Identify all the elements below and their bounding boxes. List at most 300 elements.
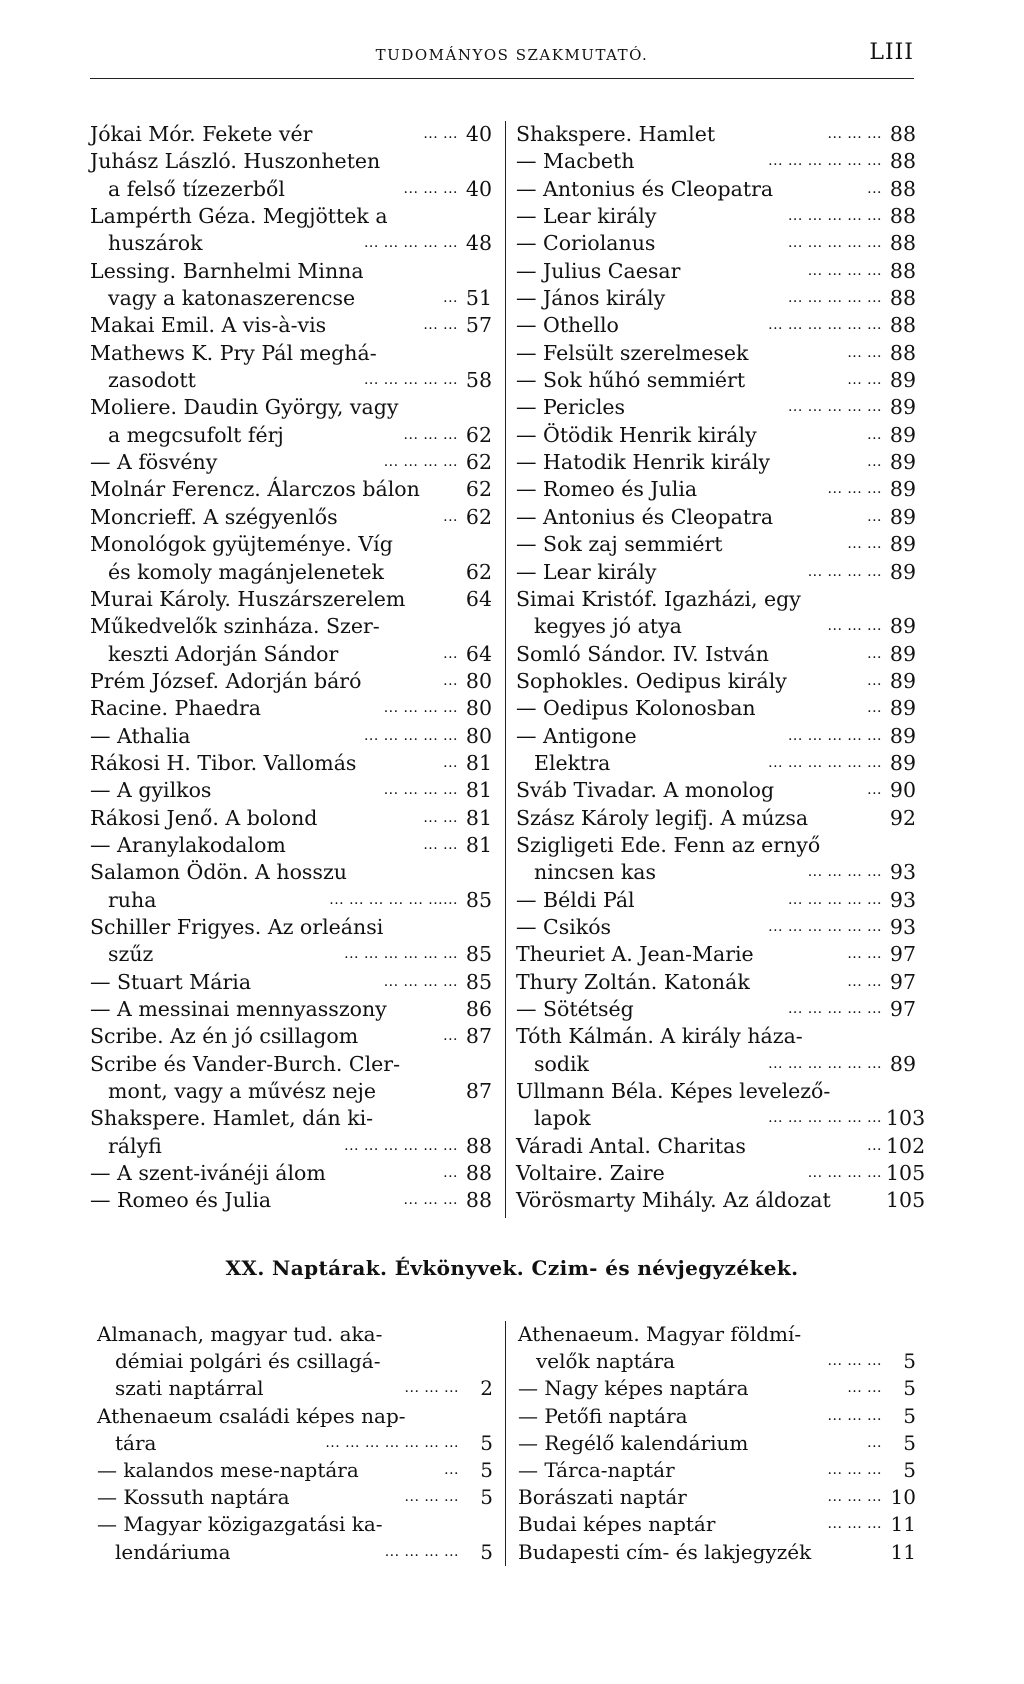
entry-text: huszárok [108, 231, 203, 256]
entry-page-number: 97 [889, 969, 916, 994]
index-entry [516, 941, 916, 968]
page-header [0, 38, 1024, 78]
entry-leader-dots: ... ... ... [827, 1489, 882, 1506]
entry-leader-dots: ... [443, 754, 458, 771]
entry-text: Schiller Frigyes. Az orleánsi [90, 914, 384, 939]
entry-text: — Othello [516, 313, 619, 338]
index-entry [90, 832, 492, 859]
index-entry [90, 586, 492, 613]
index-entry [90, 340, 492, 367]
entry-page-number: 89 [889, 750, 916, 775]
entry-page-number: 103 [886, 1106, 926, 1131]
entry-leader-dots: ... ... ... ... ... ... [768, 153, 882, 170]
entry-text: Lessing. Barnhelmi Minna [90, 258, 364, 283]
entry-leader-dots: ... ... ... ... [807, 864, 882, 881]
index-entry [516, 750, 916, 777]
entry-leader-dots: ... ... ... ... ... ... ... [325, 1434, 459, 1451]
index-entry [516, 1023, 916, 1050]
entry-leader-dots: ... ... ... ... ... ... [768, 317, 882, 334]
entry-text: Váradi Antal. Charitas [516, 1133, 746, 1158]
entry-text: Rákosi Jenő. A bolond [90, 805, 318, 830]
entry-page-number: 48 [465, 231, 492, 256]
entry-text: — Oedipus Kolonosban [516, 696, 756, 721]
entry-text: — Athalia [90, 723, 191, 748]
entry-text: Murai Károly. Huszárszerelem [90, 586, 406, 611]
upper-right-column [516, 121, 926, 1215]
index-entry [516, 777, 916, 804]
entry-text: a megcsufolt férj [108, 422, 284, 447]
entry-text: Salamon Ödön. A hosszu [90, 860, 347, 885]
index-entry [90, 504, 492, 531]
index-entry [97, 1348, 493, 1375]
entry-leader-dots: ... ... [847, 344, 882, 361]
page-number: LIII [869, 40, 914, 65]
entry-page-number: 93 [889, 914, 916, 939]
section-title: XX. Naptárak. Évkönyvek. Czim- és névjegyzékek. [225, 1256, 799, 1280]
index-entry [90, 750, 492, 777]
entry-leader-dots: ... ... ... ... ... ... [768, 1055, 882, 1072]
entry-text: — Csikós [516, 914, 612, 939]
entry-page-number: 40 [465, 176, 492, 201]
index-entry [90, 695, 492, 722]
entry-text: Moliere. Daudin György, vagy [90, 395, 399, 420]
entry-leader-dots: ... ... ... ... [383, 454, 458, 471]
index-entry [90, 887, 492, 914]
entry-page-number: 93 [889, 887, 916, 912]
index-entry [90, 312, 492, 339]
entry-text: — Julius Caesar [516, 258, 681, 283]
entry-text: Vörösmarty Mihály. Az áldozat [516, 1188, 831, 1213]
entry-page-number: 88 [889, 149, 916, 174]
index-entry [90, 969, 492, 996]
entry-text: — Antigone [516, 723, 637, 748]
entry-leader-dots: ... ... ... ... ... [787, 290, 882, 307]
entry-page-number: 64 [465, 641, 492, 666]
index-entry [516, 613, 916, 640]
entry-leader-dots: ... [443, 1165, 458, 1182]
entry-page-number: 85 [465, 887, 492, 912]
entry-text: — A szent-ivánéji álom [90, 1161, 326, 1186]
index-entry [516, 887, 916, 914]
index-entry [90, 121, 492, 148]
entry-text: — Lear király [516, 204, 657, 229]
index-entry [90, 367, 492, 394]
entry-text: keszti Adorján Sándor [108, 641, 339, 666]
entry-page-number: 5 [903, 1403, 916, 1428]
index-entry [97, 1403, 493, 1430]
index-entry [516, 1187, 926, 1214]
entry-leader-dots: ... [867, 782, 882, 799]
index-entry [90, 641, 492, 668]
entry-text: — János király [516, 286, 666, 311]
index-entry [90, 422, 492, 449]
entry-leader-dots: ... ... ... ... ... [787, 1001, 882, 1017]
entry-leader-dots: ... [867, 700, 882, 717]
entry-text: — Sok hűhó semmiért [516, 368, 746, 393]
entry-text: ruha [108, 887, 157, 912]
entry-page-number: 88 [465, 1161, 492, 1186]
entry-text: és komoly magánjelenetek [108, 559, 384, 584]
entry-text: — Romeo és Julia [90, 1188, 272, 1213]
index-entry [90, 230, 492, 257]
index-entry [97, 1430, 493, 1457]
entry-leader-dots: ... ... ... [827, 1461, 882, 1478]
entry-page-number: 89 [889, 723, 916, 748]
index-entry [516, 312, 916, 339]
entry-text: Jókai Mór. Fekete vér [90, 122, 313, 146]
entry-page-number: 88 [889, 340, 916, 365]
index-entry [516, 1160, 926, 1187]
entry-page-number: 51 [465, 286, 492, 311]
entry-page-number: 89 [889, 668, 916, 693]
entry-page-number: 89 [889, 614, 916, 639]
entry-page-number: 89 [889, 395, 916, 420]
entry-text: Sváb Tivadar. A monolog [516, 778, 775, 803]
index-entry [516, 394, 916, 421]
entry-text: — Sok zaj semmiért [516, 532, 723, 557]
index-entry [518, 1430, 916, 1457]
index-entry [90, 559, 492, 586]
entry-page-number: 85 [465, 969, 492, 994]
entry-text: sodik [534, 1051, 589, 1076]
entry-leader-dots: ... [443, 290, 458, 307]
entry-text: Monológok gyüjteménye. Víg [90, 532, 393, 557]
entry-page-number: 5 [480, 1485, 493, 1510]
entry-page-number: 89 [889, 532, 916, 557]
index-entry [97, 1457, 493, 1484]
entry-page-number: 64 [465, 586, 492, 611]
entry-page-number: 89 [889, 504, 916, 529]
entry-leader-dots: ... [867, 672, 882, 689]
index-entry [516, 449, 916, 476]
entry-text: Athenaeum családi képes nap- [97, 1403, 406, 1428]
entry-leader-dots: ... ... ... ... [383, 782, 458, 799]
entry-leader-dots: ... ... ... ... ... ... [344, 1137, 458, 1154]
index-entry [90, 723, 492, 750]
entry-text: Budai képes naptár [518, 1512, 716, 1537]
entry-text: a felső tízezerből [108, 176, 285, 201]
index-entry [90, 941, 492, 968]
entry-leader-dots: ... ... ... ... ... [363, 235, 458, 252]
entry-leader-dots: ... [443, 645, 458, 662]
entry-text: Juhász László. Huszonheten [90, 149, 381, 174]
entry-leader-dots: ... [443, 672, 458, 689]
index-entry [516, 832, 916, 859]
entry-page-number: 88 [889, 204, 916, 229]
entry-text: Shakspere. Hamlet [516, 122, 716, 146]
index-entry [90, 1023, 492, 1050]
entry-page-number: 80 [465, 668, 492, 693]
entry-leader-dots: ... ... ... ... ... ... [768, 1110, 882, 1127]
index-entry [90, 668, 492, 695]
entry-leader-dots: ... ... ... ... ... [787, 399, 882, 416]
entry-text: velők naptára [536, 1349, 676, 1374]
entry-page-number: 88 [889, 122, 916, 146]
entry-text: Budapesti cím- és lakjegyzék [518, 1539, 812, 1564]
entry-text: rályfi [108, 1133, 162, 1158]
entry-text: mont, vagy a művész neje [108, 1079, 377, 1104]
entry-page-number: 92 [889, 805, 916, 830]
entry-page-number: 11 [890, 1512, 916, 1537]
entry-leader-dots: ... [867, 508, 882, 525]
entry-text: Makai Emil. A vis-à-vis [90, 313, 327, 338]
entry-text: Moncrieff. A szégyenlős [90, 504, 338, 529]
entry-text: Szigligeti Ede. Fenn az ernyő [516, 832, 821, 857]
entry-leader-dots: ... [867, 454, 882, 471]
index-entry [90, 1133, 492, 1160]
entry-text: szati naptárral [115, 1376, 264, 1401]
entry-text: tára [115, 1430, 157, 1455]
entry-leader-dots: ... ... ... ... ... [787, 208, 882, 225]
entry-leader-dots: ... ... [423, 836, 458, 853]
entry-page-number: 40 [465, 122, 492, 146]
entry-leader-dots: ... ... [423, 317, 458, 334]
entry-page-number: 89 [889, 422, 916, 447]
entry-text: — Coriolanus [516, 231, 656, 256]
index-entry [516, 723, 916, 750]
entry-text: — Aranylakodalom [90, 832, 286, 857]
entry-text: — Stuart Mária [90, 969, 252, 994]
entry-text: — Sötétség [516, 997, 634, 1021]
entry-page-number: 5 [903, 1349, 916, 1374]
entry-page-number: 5 [480, 1539, 493, 1564]
entry-page-number: 97 [889, 997, 916, 1021]
index-entry [97, 1321, 493, 1348]
entry-leader-dots: ... ... ... ... ... [363, 727, 458, 744]
entry-text: Ullmann Béla. Képes levelező- [516, 1079, 831, 1104]
entry-text: Borászati naptár [518, 1485, 687, 1510]
index-entry [516, 504, 916, 531]
entry-page-number: 88 [889, 176, 916, 201]
index-entry [516, 1105, 926, 1132]
entry-page-number: 80 [465, 696, 492, 721]
entry-text: Tóth Kálmán. A király háza- [516, 1024, 803, 1049]
entry-text: Athenaeum. Magyar földmí- [518, 1322, 802, 1346]
entry-page-number: 80 [465, 723, 492, 748]
entry-page-number: 89 [889, 1051, 916, 1076]
entry-text: — A gyilkos [90, 778, 212, 803]
entry-text: Voltaire. Zaire [516, 1161, 665, 1186]
entry-page-number: 86 [465, 997, 492, 1021]
entry-page-number: 88 [889, 286, 916, 311]
entry-page-number: 81 [465, 832, 492, 857]
entry-leader-dots: ... ... ... ... ... ... [768, 754, 882, 771]
entry-page-number: 102 [886, 1133, 926, 1158]
entry-text: — Felsült szerelmesek [516, 340, 749, 365]
entry-leader-dots: ... ... ... ... ... [787, 891, 882, 908]
index-entry [516, 176, 916, 203]
entry-text: Műkedvelők szinháza. Szer- [90, 614, 380, 639]
index-entry [90, 777, 492, 804]
entry-leader-dots: ... [867, 1434, 882, 1451]
entry-text: Theuriet A. Jean-Marie [516, 942, 754, 967]
entry-text: szűz [108, 942, 154, 967]
entry-text: zasodott [108, 368, 196, 393]
index-entry [90, 914, 492, 941]
lower-left-column [97, 1321, 493, 1566]
index-entry [518, 1539, 916, 1566]
entry-leader-dots: ... ... ... [827, 618, 882, 635]
entry-leader-dots: ... ... ... [827, 1353, 882, 1370]
entry-text: — A messinai mennyasszony [90, 997, 387, 1021]
entry-leader-dots: ... ... ... [404, 1489, 459, 1506]
index-entry [516, 340, 916, 367]
entry-text: Prém József. Adorján báró [90, 668, 362, 693]
index-entry [516, 969, 916, 996]
entry-leader-dots: ... ... ... ... ... [787, 727, 882, 744]
entry-text: Rákosi H. Tibor. Vallomás [90, 750, 357, 775]
index-entry [90, 531, 492, 558]
entry-page-number: 89 [889, 641, 916, 666]
entry-leader-dots: ... ... [847, 372, 882, 389]
entry-page-number: 62 [465, 477, 492, 502]
index-entry [90, 1078, 492, 1105]
entry-page-number: 87 [465, 1024, 492, 1049]
entry-text: — Regélő kalendárium [518, 1430, 749, 1455]
index-entry [516, 996, 916, 1023]
entry-leader-dots: ... ... [847, 946, 882, 963]
lower-column-divider [505, 1321, 506, 1566]
entry-text: — Macbeth [516, 149, 635, 174]
index-entry [516, 695, 916, 722]
entry-page-number: 81 [465, 778, 492, 803]
entry-page-number: 85 [465, 942, 492, 967]
index-entry [90, 1051, 492, 1078]
entry-leader-dots: ... ... ... [827, 1407, 882, 1424]
entry-text: — Antonius és Cleopatra [516, 176, 774, 201]
entry-text: — Béldi Pál [516, 887, 635, 912]
index-entry [90, 394, 492, 421]
entry-page-number: 58 [465, 368, 492, 393]
entry-page-number: 93 [889, 860, 916, 885]
entry-leader-dots: ... [444, 1461, 459, 1478]
index-entry [516, 531, 916, 558]
index-entry [90, 996, 492, 1023]
index-entry [516, 1078, 916, 1105]
index-entry [90, 148, 492, 175]
index-entry [90, 1105, 492, 1132]
index-entry [516, 422, 916, 449]
lower-right-column [518, 1321, 916, 1566]
entry-page-number: 81 [465, 805, 492, 830]
entry-text: — Ötödik Henrik király [516, 422, 757, 447]
index-entry [90, 176, 492, 203]
index-entry [518, 1321, 916, 1348]
entry-leader-dots: ... [867, 1137, 882, 1154]
entry-leader-dots: ... ... ... ... ... [363, 372, 458, 389]
entry-text: — Lear király [516, 559, 657, 584]
entry-page-number: 2 [480, 1376, 493, 1401]
index-entry [90, 1187, 492, 1214]
index-entry [516, 476, 916, 503]
entry-leader-dots: ... ... [847, 973, 882, 990]
index-entry [90, 1160, 492, 1187]
entry-page-number: 5 [480, 1457, 493, 1482]
entry-text: Molnár Ferencz. Álarczos bálon [90, 477, 420, 502]
running-title: TUDOMÁNYOS SZAKMUTATÓ. [375, 46, 649, 64]
entry-text: Somló Sándor. IV. István [516, 641, 769, 666]
index-entry [516, 586, 916, 613]
entry-text: démiai polgári és csillagá- [115, 1349, 381, 1374]
entry-page-number: 87 [465, 1079, 492, 1104]
entry-text: vagy a katonaszerencse [108, 286, 356, 311]
entry-text: Szász Károly legifj. A múzsa [516, 805, 809, 830]
entry-page-number: 89 [889, 477, 916, 502]
index-entry [516, 805, 916, 832]
entry-leader-dots: ... ... ... ... [383, 700, 458, 717]
entry-leader-dots: ... ... ... ... ... [787, 235, 882, 252]
index-entry [90, 805, 492, 832]
index-entry [516, 859, 916, 886]
entry-page-number: 11 [890, 1539, 916, 1564]
index-entry [516, 641, 916, 668]
index-entry [516, 203, 916, 230]
entry-leader-dots: ... ... [847, 536, 882, 553]
entry-page-number: 81 [465, 750, 492, 775]
entry-page-number: 10 [890, 1485, 916, 1510]
entry-text: Almanach, magyar tud. aka- [97, 1322, 383, 1346]
entry-leader-dots: ... ... [423, 126, 458, 142]
entry-leader-dots: ... ... ... ... [383, 973, 458, 990]
entry-text: Thury Zoltán. Katonák [516, 969, 750, 994]
entry-text: lendáriuma [115, 1539, 231, 1564]
index-entry [97, 1375, 493, 1402]
index-entry [516, 914, 916, 941]
index-entry [90, 258, 492, 285]
index-entry [516, 285, 916, 312]
entry-page-number: 62 [465, 559, 492, 584]
entry-text: — Magyar közigazgatási ka- [97, 1512, 383, 1537]
entry-text: Racine. Phaedra [90, 696, 262, 721]
entry-page-number: 88 [889, 258, 916, 283]
index-entry [97, 1511, 493, 1538]
entry-leader-dots: ... ... [423, 809, 458, 826]
index-entry [518, 1511, 916, 1538]
index-entry [90, 613, 492, 640]
entry-page-number: 5 [903, 1376, 916, 1401]
upper-left-column [90, 121, 492, 1215]
entry-page-number: 97 [889, 942, 916, 967]
entry-leader-dots: ... ... ... [827, 1516, 882, 1533]
entry-text: — Kossuth naptára [97, 1485, 290, 1510]
index-entry [90, 203, 492, 230]
index-entry [97, 1539, 493, 1566]
entry-page-number: 88 [465, 1188, 492, 1213]
index-entry [90, 859, 492, 886]
entry-leader-dots: ... ... ... ... [807, 1165, 882, 1182]
entry-leader-dots: ... ... ... [827, 126, 882, 142]
entry-leader-dots: ... [867, 426, 882, 443]
index-entry [516, 1133, 926, 1160]
index-entry [516, 148, 916, 175]
entry-text: — kalandos mese-naptára [97, 1457, 359, 1482]
entry-page-number: 5 [480, 1430, 493, 1455]
entry-page-number: 88 [889, 231, 916, 256]
entry-page-number: 5 [903, 1430, 916, 1455]
entry-leader-dots: ... ... ... [404, 1380, 459, 1397]
entry-leader-dots: ... ... ... ... [807, 262, 882, 279]
entry-page-number: 89 [889, 368, 916, 393]
index-entry [518, 1348, 916, 1375]
index-entry [90, 476, 492, 503]
index-entry [518, 1375, 916, 1402]
entry-leader-dots: ... ... ... [403, 1192, 458, 1209]
entry-page-number: 62 [465, 422, 492, 447]
entry-page-number: 105 [886, 1161, 926, 1186]
entry-page-number: 62 [465, 450, 492, 475]
index-entry [516, 1051, 916, 1078]
entry-text: kegyes jó atya [534, 614, 682, 639]
